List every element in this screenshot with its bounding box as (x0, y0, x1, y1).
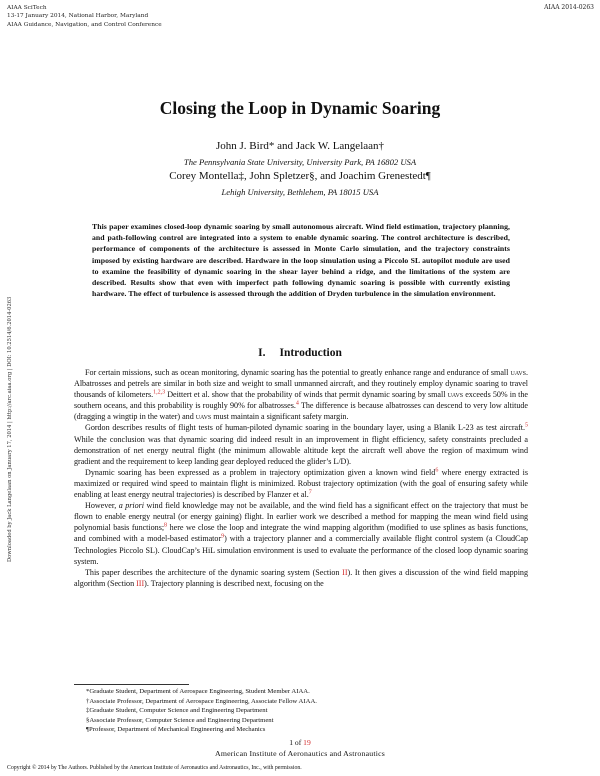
authors-line-2: Corey Montella‡, John Spletzer§, and Joachim Grenestedt¶ (169, 170, 431, 182)
paragraph: For certain missions, such as ocean monitoring, dynamic soaring has the potential to greatly enhance range and endurance of small uavs. Albatrosses and petrels are similar in both size and weight to small unmanned aircraft, and they routinely employ dynamic soaring to travel thousands of kilometers.$^{1,2,3}$ Deittert et al. show that the probability of winds that permit dynamic soaring by small uavs exceeds 50% in the southern oceans, and this probability is roughly 90% for albatrosses.$^4$ The difference is because albatrosses can descend to very low altitude (dragging a wingtip in the water) and uavs must maintain a significant safety margin. (74, 368, 528, 422)
citation-link[interactable]: 8 (164, 522, 168, 529)
footnotes (86, 687, 526, 735)
section-link[interactable]: III (136, 578, 145, 588)
authors-line-1: John J. Bird* and Jack W. Langelaan† (215, 140, 385, 152)
citation-link[interactable]: 1,2,3 (153, 389, 166, 396)
citation-link[interactable]: 7 (308, 489, 312, 496)
section-link[interactable]: II (342, 567, 348, 577)
download-note-text: Downloaded by Jack Langelaan on January 17, 2014 | http://arc.aiaa.org | DOI: 10.2514/6.2014-0263 (7, 296, 13, 562)
paragraph: This paper describes the architecture of the dynamic soaring system (Section II). It then gives a discussion of the wind field mapping algorithm (Section III). Trajectory planning is described next, focusing on the (74, 567, 528, 588)
copyright: Copyright © 2014 by The Authors. Published by the American Institute of Aeronautics and Astronautics, Inc., with permission. (7, 765, 302, 771)
paper-id: AIAA 2014-0263 (544, 4, 594, 11)
footnote: §Associate Professor, Computer Science and Engineering Department (86, 716, 274, 724)
paragraph: Dynamic soaring has been expressed as a problem in trajectory optimization given a known wind field$^6$ where energy extracted is maximized or required wind speed to maintain flight is minimized. Robust trajectory optimization (with the goal of ensuring safety while enabling at least energy neutral trajectories) is described by Flanzer et al.$^7$ (74, 467, 528, 500)
section-heading (0, 347, 600, 359)
section-title: Introduction (279, 347, 342, 359)
conference-line: AIAA Guidance, Navigation, and Control Conference (7, 21, 162, 28)
citation-link[interactable]: 6 (435, 467, 439, 474)
conference-header (7, 4, 162, 29)
citation-link[interactable]: 4 (295, 400, 299, 407)
download-note (1, 250, 11, 570)
paragraph: However, a priori wind field knowledge may not be available, and the wind field has a significant effect on the trajectory that must be flown to enable energy neutral (or energy gaining) flight. In earlier work we described a method for mapping the mean wind field using polynomial basis functions;$^8$ here we close the loop and integrate the wind mapping algorithm (modified to use splines as basis functions, and combined with a model-based estimator$^9$) with a trajectory planner and a commercially available flight control system (a CloudCap Technologies Piccolo SL). CloudCap’s HiL simulation environment is used to evaluate the performance of the closed loop dynamic soaring system. (74, 501, 528, 566)
conference-line: 13-17 January 2014, National Harbor, Maryland (7, 13, 149, 20)
organization: American Institute of Aeronautics and Astronautics (214, 749, 385, 758)
footnote-rule (74, 684, 189, 685)
page-total-link[interactable]: 19 (303, 738, 311, 747)
footnote: ‡Graduate Student, Computer Science and Engineering Department (86, 707, 268, 715)
conference-line: AIAA SciTech (7, 5, 47, 11)
citation-link[interactable]: 9 (221, 533, 225, 540)
page-number: 1 of 19 (289, 738, 311, 747)
paragraph: Gordon describes results of flight tests of human-piloted dynamic soaring in the boundary layer, using a Blanik L-23 as test aircraft.$^5$ While the conclusion was that dynamic soaring did indeed result in an improvement in flight efficiency, safety constraints precluded a demonstration of net energy neutral flight (the minimum allowable altitude kept the aircraft well above the region of maximum wind gradient and the requirement to keep landing gear deployed reduced the glider’s L/D). (74, 422, 528, 466)
footnote: ¶Professor, Department of Mechanical Engineering and Mechanics (86, 726, 266, 734)
body-text (74, 367, 528, 589)
affiliation-1: The Pennsylvania State University, University Park, PA 16802 USA (183, 157, 417, 167)
footnote: †Associate Professor, Department of Aerospace Engineering, Associate Fellow AIAA. (86, 697, 317, 705)
citation-link[interactable]: 5 (525, 422, 528, 429)
abstract: This paper examines closed-loop dynamic soaring by small autonomous aircraft. Wind field estimation, trajectory planning, and path-following control are integrated into a system to enable dynamic soaring. The control architecture is described, performance of components of the architecture is assessed in Monte Carlo simulation, and the trajectory constraints imposed by existing hardware are described. Hardware in the loop simulation using a Piccolo SL autopilot module are used to examine the feasibility of dynamic soaring in the shear layer behind a ridge, and the limitations of the system are described. Results show that even with imperfect path following dynamic soaring is possible with currently existing hardware. The effect of turbulence is assessed through the addition of Dryden turbulence in the simulation environment. (92, 222, 510, 299)
section-number: I. (258, 347, 266, 359)
affiliation-2: Lehigh University, Bethlehem, PA 18015 USA (221, 187, 379, 197)
paper-title: Closing the Loop in Dynamic Soaring (159, 98, 441, 118)
footnote: *Graduate Student, Department of Aerospace Engineering, Student Member AIAA. (86, 688, 310, 695)
